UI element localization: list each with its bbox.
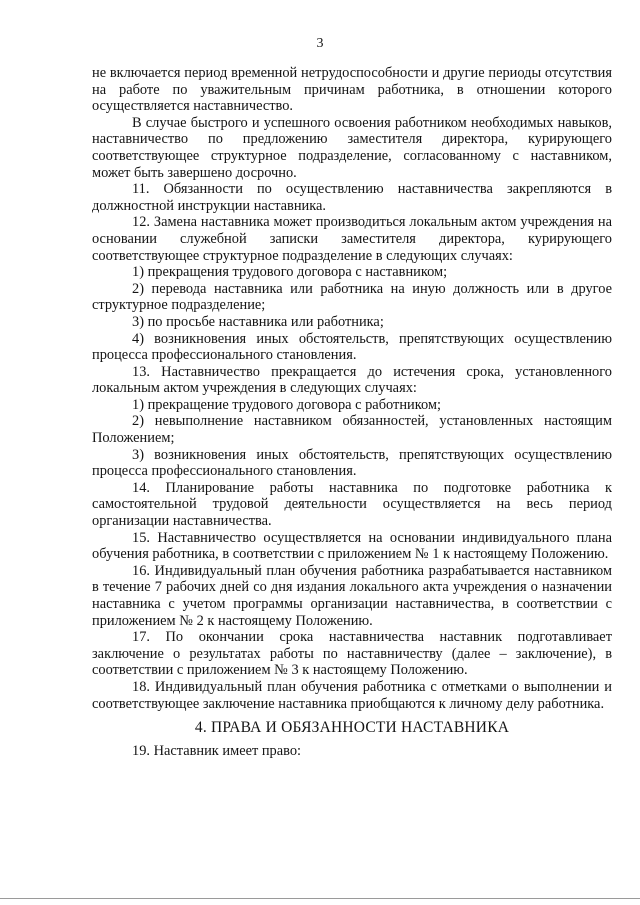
paragraph: В случае быстрого и успешного освоения работником необходимых навыков, наставничество по предложению заместителя директора, курирующего соответствующее структурное подразделение, согласованному с наставником, может быть завершено досрочно.: [92, 114, 612, 181]
paragraph: 1) прекращение трудового договора с работником;: [132, 396, 442, 413]
paragraph: 18. Индивидуальный план обучения работника с отметками о выполнении и соответствующее заключение наставника приобщаются к личному делу работника.: [92, 678, 612, 712]
paragraph: 16. Индивидуальный план обучения работника разрабатывается наставником в течение 7 рабочих дней со дня издания локального акта учреждения о назначении наставника с учетом программы организации наставничества, в соответствии с приложением № 2 к настоящему Положению.: [92, 562, 612, 629]
paragraph: 1) прекращения трудового договора с наставником;: [132, 264, 448, 281]
scan-edge-line: [0, 898, 640, 899]
paragraph: не включается период временной нетрудоспособности и другие периоды отсутствия на работе по уважительным причинам работника, в отношении которого осуществляется наставничество.: [92, 65, 612, 115]
document-body: [92, 65, 612, 760]
paragraph: 15. Наставничество осуществляется на основании индивидуального плана обучения работника, в соответствии с приложением № 1 к настоящему Положению.: [92, 529, 612, 563]
paragraph: 12. Замена наставника может производиться локальным актом учреждения на основании служебной записки заместителя директора, курирующего соответствующее структурное подразделение в следующих случаях:: [92, 214, 612, 264]
paragraph: 2) перевода наставника или работника на иную должность или в другое структурное подразделение;: [92, 280, 612, 314]
paragraph: 14. Планирование работы наставника по подготовке работника к самостоятельной трудовой деятельности осуществляется на весь период организации наставничества.: [92, 479, 612, 530]
page-number: 3: [316, 36, 324, 51]
section-heading: 4. ПРАВА И ОБЯЗАННОСТИ НАСТАВНИКА: [194, 719, 510, 737]
paragraph: 13. Наставничество прекращается до истечения срока, установленного локальным актом учреждения в следующих случаях:: [92, 363, 612, 397]
paragraphs-after-heading: [92, 743, 612, 760]
paragraph: 11. Обязанности по осуществлению наставничества закрепляются в должностной инструкции наставника.: [92, 181, 612, 214]
paragraph: 2) невыполнение наставником обязанностей, установленных настоящим Положением;: [92, 413, 612, 447]
paragraph: 19. Наставник имеет право:: [132, 743, 302, 760]
paragraph: 4) возникновения иных обстоятельств, препятствующих осуществлению процесса профессионального становления.: [92, 330, 612, 364]
paragraph: 3) по просьбе наставника или работника;: [132, 313, 384, 330]
paragraph: 3) возникновения иных обстоятельств, препятствующих осуществлению процесса профессионального становления.: [92, 446, 612, 480]
paragraphs-before-heading: [92, 65, 612, 712]
paragraph: 17. По окончании срока наставничества наставник подготавливает заключение о результатах работы по наставничеству (далее – заключение), в соответствии с приложением № 3 к настоящему Положению.: [92, 629, 612, 679]
